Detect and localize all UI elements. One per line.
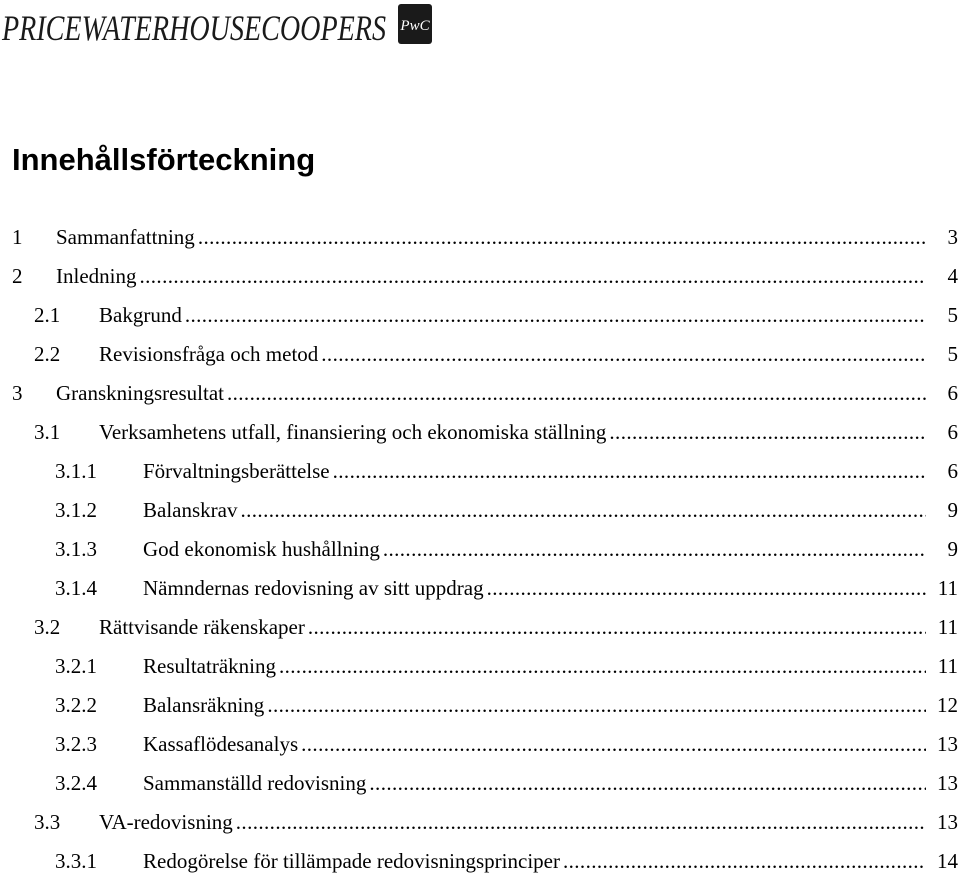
toc-dot-leader: [198, 224, 926, 250]
toc-entry-number: 1: [12, 225, 23, 249]
toc-entry-label: Rättvisande räkenskaper: [99, 615, 305, 639]
toc-dot-leader: [185, 302, 926, 328]
toc-entry[interactable]: [0, 452, 960, 491]
toc-entry[interactable]: [0, 491, 960, 530]
toc-entry-page: 4: [947, 264, 958, 288]
pwc-monogram-icon: [398, 4, 432, 44]
toc-entry-number: 3.3: [34, 810, 61, 834]
toc-entry[interactable]: [0, 296, 960, 335]
toc-entry-page: 6: [947, 381, 958, 405]
toc-entry-page: 6: [947, 459, 958, 483]
toc-entry[interactable]: [0, 335, 960, 374]
toc-entry-label: Redogörelse för tillämpade redovisningsprinciper: [143, 849, 560, 873]
toc-entry-page: 11: [937, 654, 958, 678]
toc-entry-number: 3.3.1: [55, 849, 97, 873]
toc-entry-number: 3: [12, 381, 23, 405]
toc-entry-number: 3.1.4: [55, 576, 97, 600]
toc-entry-label: Granskningsresultat: [56, 381, 224, 405]
toc-entry-page: 9: [947, 498, 958, 522]
toc-entry-number: 3.2.3: [55, 732, 97, 756]
toc-entry-number: 2.2: [34, 342, 61, 366]
toc-dot-leader: [609, 419, 926, 445]
toc-entry[interactable]: [0, 257, 960, 296]
toc-entry-label: Resultaträkning: [143, 654, 276, 678]
toc-entry-page: 11: [937, 576, 958, 600]
table-of-contents: [0, 218, 960, 881]
toc-dot-leader: [321, 341, 926, 367]
toc-entry-page: 14: [937, 849, 958, 873]
toc-entry-label: Balansräkning: [143, 693, 265, 717]
toc-entry-page: 13: [937, 810, 958, 834]
toc-dot-leader: [333, 458, 926, 484]
toc-entry-number: 3.2: [34, 615, 61, 639]
toc-dot-leader: [369, 770, 926, 796]
toc-entry-page: 11: [937, 615, 958, 639]
toc-dot-leader: [563, 848, 926, 874]
toc-entry-number: 3.2.2: [55, 693, 97, 717]
toc-entry[interactable]: [0, 803, 960, 842]
toc-entry[interactable]: [0, 374, 960, 413]
toc-entry-label: Nämndernas redovisning av sitt uppdrag: [143, 576, 484, 600]
toc-dot-leader: [279, 653, 926, 679]
toc-entry[interactable]: [0, 413, 960, 452]
toc-entry-number: 3.2.4: [55, 771, 97, 795]
toc-entry-label: Balanskrav: [143, 498, 238, 522]
toc-entry-label: Sammanställd redovisning: [143, 771, 367, 795]
toc-entry-label: God ekonomisk hushållning: [143, 537, 380, 561]
toc-entry-page: 3: [947, 225, 958, 249]
toc-entry-page: 13: [937, 771, 958, 795]
toc-entry[interactable]: [0, 647, 960, 686]
toc-entry-label: Förvaltningsberättelse: [143, 459, 330, 483]
toc-entry-number: 2.1: [34, 303, 61, 327]
page-title: Innehållsförteckning: [12, 142, 316, 177]
toc-dot-leader: [236, 809, 926, 835]
toc-entry[interactable]: [0, 764, 960, 803]
toc-entry-number: 3.1.3: [55, 537, 97, 561]
toc-entry-page: 12: [937, 693, 958, 717]
toc-entry-label: Sammanfattning: [56, 225, 195, 249]
toc-dot-leader: [487, 575, 926, 601]
toc-entry-number: 3.1: [34, 420, 61, 444]
toc-entry[interactable]: [0, 725, 960, 764]
toc-entry-page: 5: [947, 303, 958, 327]
toc-entry-label: Kassaflödesanalys: [143, 732, 299, 756]
toc-entry[interactable]: [0, 530, 960, 569]
toc-entry-page: 6: [947, 420, 958, 444]
logo-monogram-text: PwC: [400, 18, 430, 34]
toc-entry[interactable]: [0, 569, 960, 608]
toc-entry-page: 13: [937, 732, 958, 756]
toc-dot-leader: [240, 497, 926, 523]
toc-dot-leader: [308, 614, 926, 640]
logo-wordmark: PRICEWATERHOUSECOOPERS: [1, 8, 387, 48]
toc-entry-page: 9: [947, 537, 958, 561]
toc-entry-number: 2: [12, 264, 23, 288]
toc-dot-leader: [267, 692, 926, 718]
toc-entry-label: Verksamhetens utfall, finansiering och ekonomiska ställning: [99, 420, 607, 444]
toc-entry-label: Inledning: [56, 264, 137, 288]
toc-dot-leader: [227, 380, 926, 406]
toc-entry-label: Bakgrund: [99, 303, 182, 327]
toc-entry-number: 3.1.2: [55, 498, 97, 522]
pwc-logo: [0, 0, 440, 56]
toc-entry[interactable]: [0, 218, 960, 257]
toc-entry[interactable]: [0, 608, 960, 647]
toc-entry-label: Revisionsfråga och metod: [99, 342, 319, 366]
toc-dot-leader: [383, 536, 926, 562]
toc-dot-leader: [301, 731, 926, 757]
toc-entry-number: 3.1.1: [55, 459, 97, 483]
toc-entry[interactable]: [0, 686, 960, 725]
toc-entry[interactable]: [0, 842, 960, 881]
toc-dot-leader: [139, 263, 926, 289]
toc-entry-page: 5: [947, 342, 958, 366]
toc-entry-label: VA-redovisning: [99, 810, 233, 834]
toc-entry-number: 3.2.1: [55, 654, 97, 678]
